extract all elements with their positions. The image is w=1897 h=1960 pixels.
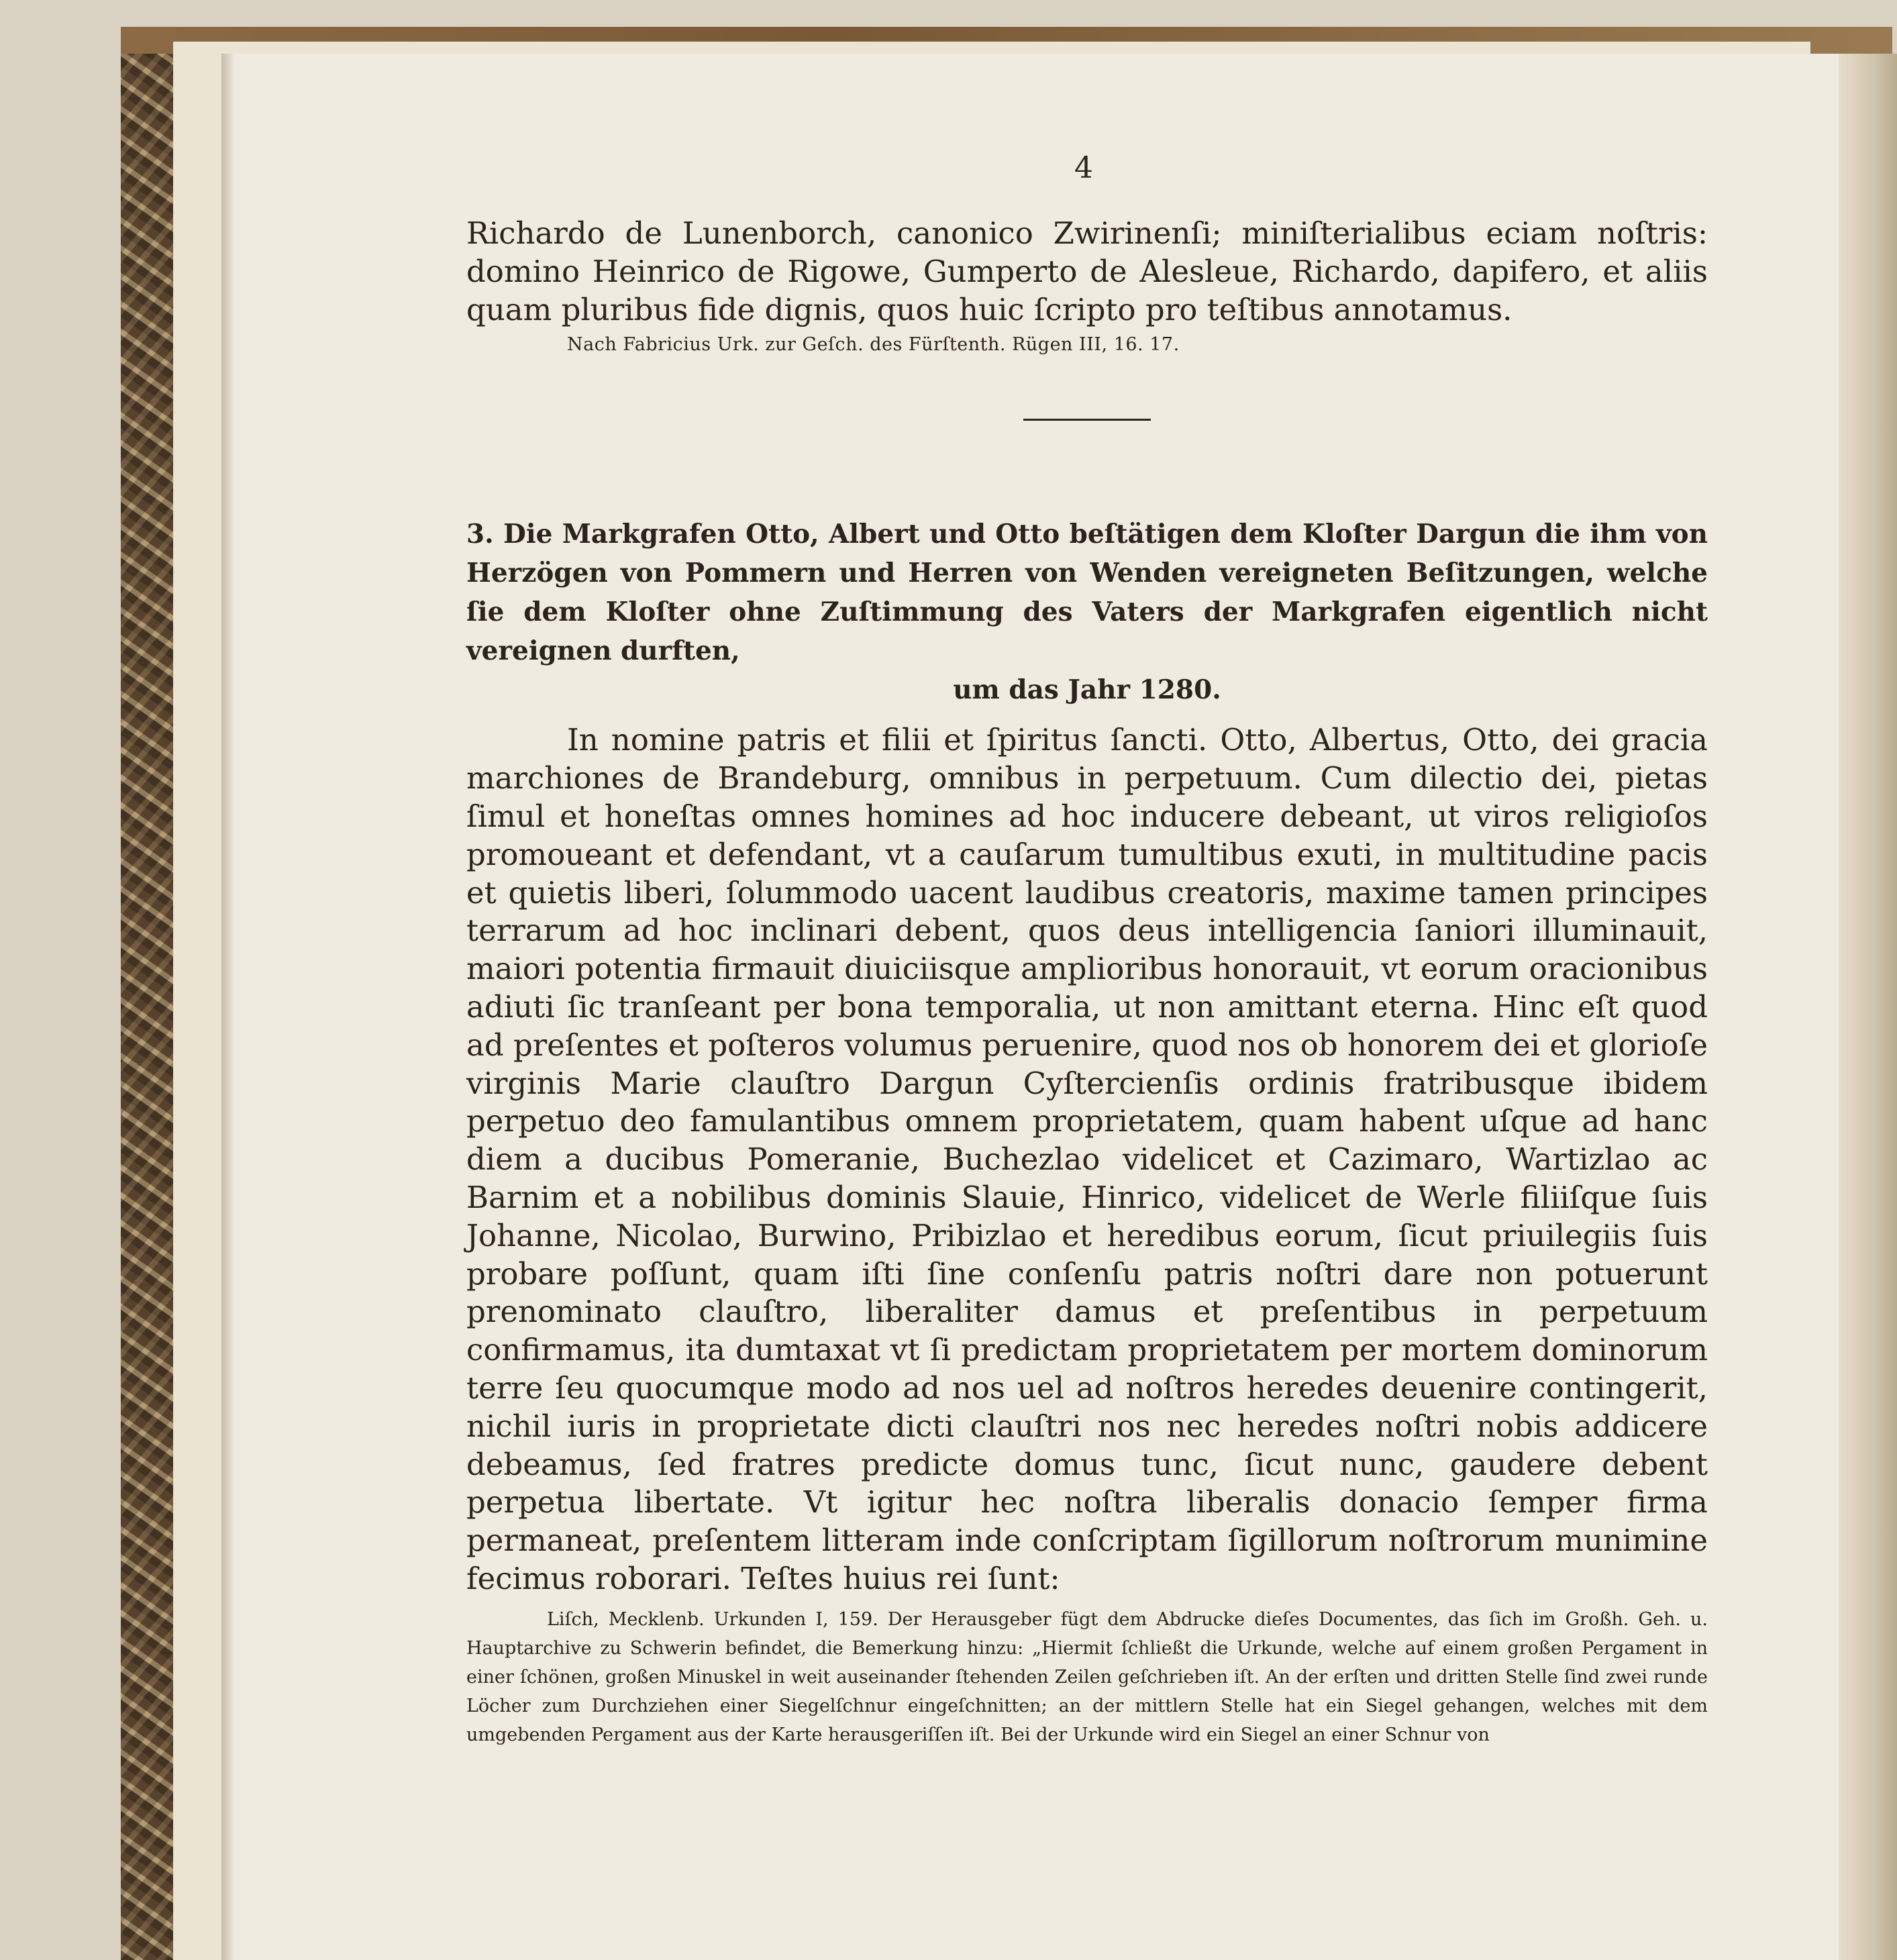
continuation-paragraph: Richardo de Lunenborch, canonico Zwirinenſi; miniſterialibus eciam noſtris: domino Heinrico de Rigowe, Gumperto de Alesleue, Richardo, dapifero, et aliis quam pluribus fide dignis, quos huic ſcripto pro teſtibus annotamus. — [466, 215, 1708, 327]
section-heading — [466, 515, 1708, 709]
page-fore-edge — [1839, 54, 1897, 1960]
page-content — [466, 151, 1708, 1767]
continuation-source: Nach Fabricius Urk. zur Geſch. des Fürſtenth. Rügen III, 16. 17. — [567, 334, 1180, 356]
section-heading-date: um das Jahr 1280. — [953, 674, 1221, 706]
gutter-shadow — [221, 54, 235, 1960]
section-divider — [1023, 419, 1151, 421]
footnote: Liſch, Mecklenb. Urkunden I, 159. Der Herausgeber fügt dem Abdrucke dieſes Documentes, das ſich im Großh. Geh. u. Hauptarchive zu Schwerin befindet, die Bemerkung hinzu: „Hiermit ſchließt die Urkunde, welche auf einem großen Pergament in einer ſchönen, großen Minuskel in weit auseinander ſtehenden Zeilen geſchrieben iſt. An der erſten und dritten Stelle ſind zwei runde Löcher zum Durchziehen einer Siegelſchnur eingeſchnitten; an der mittlern Stelle hat ein Siegel gehangen, welches mit dem umgebenden Pergament aus der Karte herausgeriſſen iſt. Bei der Urkunde wird ein Siegel an einer Schnur von — [466, 1608, 1708, 1745]
charter-text: In nomine patris et filii et ſpiritus ſancti. Otto, Albertus, Otto, dei gracia marchiones de Brandeburg, omnibus in perpetuum. Cum dilectio dei, pietas ſimul et honeſtas omnes homines ad hoc inducere debeant, ut viros religioſos promoueant et defendant, vt a cauſarum tumultibus exuti, in multitudine pacis et quietis liberi, ſolummodo uacent laudibus creatoris, maxime tamen principes terrarum ad hoc inclinari debent, quos deus intelligencia ſaniori illuminauit, maiori potentia firmauit diuiciisque amplioribus honorauit, vt eorum oracionibus adiuti ſic tranſeant per bona temporalia, ut non amittant eterna. Hinc eſt quod ad preſentes et poſteros volumus peruenire, quod nos ob honorem dei et glorioſe virginis Marie clauſtro Dargun Cyſtercienſis ordinis fratribusque ibidem perpetuo deo famulantibus omnem proprietatem, quam habent uſque ad hanc diem a ducibus Pomeranie, Buchezlao videlicet et Cazimaro, Wartizlao ac Barnim et a nobilibus dominis Slauie, Hinrico, videlicet de Werle filiiſque ſuis Johanne, Nicolao, Burwino, Pribizlao et heredibus eorum, ſicut priuilegiis ſuis probare poſſunt, quam iſti ſine conſenſu patris noſtri dare non potuerunt prenominato clauſtro, liberaliter damus et preſentibus in perpetuum confirmamus, ita dumtaxat vt ſi predictam proprietatem per mortem dominorum terre ſeu quocumque modo ad nos uel ad noſtros heredes deuenire contingerit, nichil iuris in proprietate dicti clauſtri nos nec heredes noſtri nobis addicere debeamus, ſed fratres predicte domus tunc, ſicut nunc, gaudere debent perpetua libertate. Vt igitur hec noſtra liberalis donacio ſemper firma permaneat, preſentem litteram inde conſcriptam ſigillorum noſtrorum munimine fecimus roborari. Teſtes huius rei ſunt: — [466, 722, 1708, 1596]
section-heading-main: 3. Die Markgrafen Otto, Albert und Otto beſtätigen dem Kloſter Dargun die ihm von Herzögen von Pommern und Herren von Wenden vereigneten Beſitzungen, welche ſie dem Kloſter ohne Zuſtimmung des Vaters der Markgrafen eigentlich nicht vereignen durften, — [466, 519, 1708, 667]
page-number: 4 — [1074, 151, 1093, 185]
